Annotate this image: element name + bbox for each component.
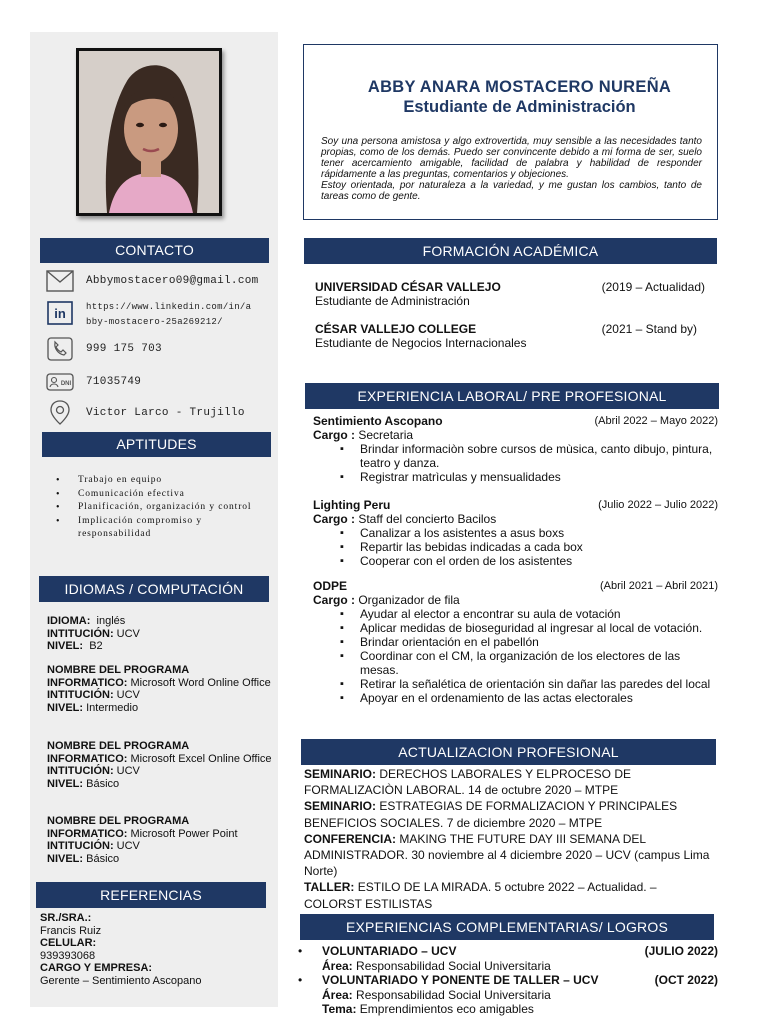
id-card-icon-label: DNI bbox=[60, 381, 72, 387]
job-date: (Abril 2022 – Mayo 2022) bbox=[594, 415, 718, 427]
svg-text:in: in bbox=[54, 306, 66, 321]
list-item bbox=[304, 798, 714, 830]
updates-list bbox=[304, 766, 714, 912]
profile-photo bbox=[76, 48, 222, 216]
job-company: Lighting Peru bbox=[313, 498, 391, 512]
language-value: inglés bbox=[96, 615, 126, 627]
list-item bbox=[304, 831, 714, 880]
list-item bbox=[304, 879, 714, 911]
achievement-date: (JULIO 2022) bbox=[644, 944, 718, 958]
contact-email-row bbox=[46, 268, 276, 294]
id-card-icon bbox=[46, 369, 74, 395]
program-label: NOMBRE DEL PROGRAMA bbox=[47, 664, 190, 676]
job-role: Staff del concierto Bacilos bbox=[358, 512, 497, 526]
list-item: ▪ Coordinar con el CM, la organización de los electores de las mesas. bbox=[360, 649, 718, 677]
achievement-area: Responsabilidad Social Universitaria bbox=[356, 987, 551, 1002]
level-label: NIVEL: bbox=[47, 777, 84, 790]
updates-heading: ACTUALIZACION PROFESIONAL bbox=[301, 739, 716, 765]
institution-label: INTITUCIÓN: bbox=[47, 765, 114, 778]
list-item: • Trabajo en equipo bbox=[52, 474, 272, 488]
list-item: ▪ Aplicar medidas de bioseguridad al ingresar al local de votación. bbox=[360, 621, 718, 635]
program-block-1 bbox=[47, 664, 272, 714]
program-label: NOMBRE DEL PROGRAMA bbox=[47, 740, 190, 752]
full-name: ABBY ANARA MOSTACERO NUREÑA bbox=[367, 78, 672, 96]
education-heading: FORMACIÓN ACADÉMICA bbox=[304, 238, 717, 264]
institution-value: UCV bbox=[116, 765, 140, 778]
education-item bbox=[315, 280, 705, 308]
profile-summary bbox=[321, 136, 702, 202]
list-item: ▪ Repartir las bebidas indicadas a cada box bbox=[360, 540, 718, 554]
achievement-topic: Emprendimientos eco amigables bbox=[359, 1002, 534, 1016]
job-role-label: Cargo : bbox=[313, 428, 355, 442]
contact-heading: CONTACTO bbox=[40, 238, 269, 263]
education-date: (2021 – Stand by) bbox=[601, 322, 697, 336]
program-label-2: INFORMATICO: bbox=[47, 827, 128, 840]
achievements-heading: EXPERIENCIAS COMPLEMENTARIAS/ LOGROS bbox=[300, 914, 714, 940]
linkedin-url-line-2: bby-mostacero-25a269212/ bbox=[86, 317, 223, 327]
program-block-3 bbox=[47, 815, 272, 865]
institution-label: INTITUCIÓN: bbox=[47, 627, 114, 640]
job-date: (Julio 2022 – Julio 2022) bbox=[598, 499, 718, 511]
update-type: SEMINARIO: bbox=[304, 799, 376, 814]
update-text: ESTILO DE LA MIRADA. 5 octubre 2022 – Actualidad. – COLORST ESTILISTAS bbox=[304, 880, 657, 911]
list-item: • Comunicación efectiva bbox=[52, 488, 272, 502]
contact-location: Victor Larco - Trujillo bbox=[86, 407, 245, 419]
list-item: ▪ Apoyar en el ordenamiento de las actas electorales bbox=[360, 691, 718, 705]
update-text: ESTRATEGIAS DE FORMALIZACION Y PRINCIPALES BENEFICIOS SOCIALES. 7 de diciembre 2020 – MTPE bbox=[304, 799, 678, 830]
job-entry bbox=[313, 414, 718, 484]
aptitudes-list bbox=[52, 474, 272, 542]
reference-name: Francis Ruiz bbox=[40, 924, 102, 937]
job-entry bbox=[313, 498, 718, 568]
institution-label: INTITUCIÓN: bbox=[47, 840, 114, 853]
bullet-icon: • bbox=[298, 973, 303, 987]
job-company: Sentimiento Ascopano bbox=[313, 414, 443, 428]
contact-location-row bbox=[46, 400, 276, 426]
email-icon bbox=[46, 268, 74, 294]
program-name: Microsoft Excel Online Office bbox=[130, 752, 272, 765]
contact-email[interactable]: Abbymostacero09@gmail.com bbox=[86, 275, 259, 287]
achievements-list bbox=[298, 944, 718, 1017]
bullet-icon: • bbox=[298, 944, 303, 958]
phone-icon bbox=[46, 336, 74, 362]
summary-paragraph-1: Soy una persona amistosa y algo extrovertida, muy sensible a las necesidades tanto propias, como de los demás. Puedo ser convincente debido a mi forma de ser, suelo tener acercamiento amigable, facilidad de palabra y habilidad de responder rápidamente a las preguntas, comentarios y objeciones. bbox=[321, 136, 702, 180]
job-date: (Abril 2021 – Abril 2021) bbox=[599, 580, 718, 592]
list-item: ▪ Brindar orientación en el pabellón bbox=[360, 635, 718, 649]
update-type: CONFERENCIA: bbox=[304, 831, 396, 846]
list-item bbox=[304, 766, 714, 798]
list-item: ▪ Brindar informaciòn sobre cursos de mùsica, canto dibujo, pintura, teatro y danza. bbox=[360, 442, 718, 470]
education-date: (2019 – Actualidad) bbox=[601, 280, 705, 294]
level-label: NIVEL: bbox=[47, 640, 84, 653]
education-description: Estudiante de Administración bbox=[315, 294, 470, 308]
list-item: ▪ Retirar la señalética de orientación sin dañar las paredes del local bbox=[360, 677, 718, 691]
reference-name-label: SR./SRA.: bbox=[40, 912, 92, 924]
job-entry bbox=[313, 579, 718, 705]
institution-label: INTITUCIÓN: bbox=[47, 689, 114, 702]
education-item bbox=[315, 322, 697, 350]
contact-phone-row bbox=[46, 336, 276, 362]
job-role: Organizador de fila bbox=[358, 593, 460, 607]
list-item: ▪ Cooperar con el orden de los asistentes bbox=[360, 554, 718, 568]
reference-job: Gerente – Sentimiento Ascopano bbox=[40, 974, 202, 987]
experience-heading: EXPERIENCIA LABORAL/ PRE PROFESIONAL bbox=[305, 383, 719, 409]
education-institution: UNIVERSIDAD CÉSAR VALLEJO bbox=[315, 280, 501, 294]
references-heading: REFERENCIAS bbox=[36, 882, 266, 908]
list-item bbox=[298, 944, 718, 973]
reference-job-label: CARGO Y EMPRESA: bbox=[40, 962, 153, 975]
language-label: IDIOMA: bbox=[47, 615, 91, 627]
list-item: ▪ Ayudar al elector a encontrar su aula de votación bbox=[360, 607, 718, 621]
education-description: Estudiante de Negocios Internacionales bbox=[315, 336, 527, 350]
job-company: ODPE bbox=[313, 579, 348, 593]
contact-linkedin[interactable] bbox=[86, 300, 251, 330]
achievement-title: VOLUNTARIADO Y PONENTE DE TALLER – UCV bbox=[322, 973, 599, 987]
languages-heading: IDIOMAS / COMPUTACIÓN bbox=[39, 576, 269, 602]
contact-linkedin-row bbox=[46, 300, 276, 330]
job-role-label: Cargo : bbox=[313, 593, 355, 607]
update-text: DERECHOS LABORALES Y ELPROCESO DE FORMALIZACIÒN LABORAL. 14 de octubre 2020 – MTPE bbox=[304, 767, 631, 798]
institution-value: UCV bbox=[116, 627, 140, 640]
update-text: MAKING THE FUTURE DAY III SEMANA DEL ADMINISTRADOR. 30 noviembre al 4 diciembre 2020 – UCV (campus Lima Norte) bbox=[304, 831, 710, 879]
education-institution: CÉSAR VALLEJO COLLEGE bbox=[315, 322, 477, 336]
job-role-label: Cargo : bbox=[313, 512, 355, 526]
level-label: NIVEL: bbox=[47, 701, 84, 714]
location-pin-icon bbox=[46, 400, 74, 426]
program-name: Microsoft Word Online Office bbox=[130, 676, 271, 689]
level-value: B2 bbox=[89, 640, 103, 653]
level-value: Básico bbox=[86, 852, 120, 865]
program-name: Microsoft Power Point bbox=[130, 827, 238, 840]
reference-phone-label: CELULAR: bbox=[40, 937, 97, 950]
achievement-area: Responsabilidad Social Universitaria bbox=[356, 958, 551, 973]
level-label: NIVEL: bbox=[47, 852, 84, 865]
list-item: ▪ Canalizar a los asistentes a asus boxs bbox=[360, 526, 718, 540]
linkedin-url-line-1: https://www.linkedin.com/in/a bbox=[86, 302, 252, 312]
level-value: Básico bbox=[86, 777, 120, 790]
institution-value: UCV bbox=[116, 840, 140, 853]
achievement-topic-label: Tema: bbox=[322, 1002, 357, 1016]
update-type: SEMINARIO: bbox=[304, 767, 376, 781]
program-label-2: INFORMATICO: bbox=[47, 752, 128, 765]
contact-dni-row bbox=[46, 369, 276, 395]
achievement-title: VOLUNTARIADO – UCV bbox=[322, 944, 457, 958]
list-item: • Planificación, organización y control bbox=[52, 501, 272, 515]
achievement-area-label: Área: bbox=[322, 987, 353, 1002]
language-block bbox=[47, 615, 272, 653]
reference-phone: 939393068 bbox=[40, 949, 96, 962]
program-block-2 bbox=[47, 740, 272, 790]
list-item bbox=[298, 973, 718, 1017]
update-type: TALLER: bbox=[304, 880, 355, 895]
references-block bbox=[40, 912, 265, 988]
program-label-2: INFORMATICO: bbox=[47, 676, 128, 689]
level-value: Intermedio bbox=[86, 701, 139, 714]
contact-phone[interactable]: 999 175 703 bbox=[86, 343, 162, 355]
list-item: • Implicación compromiso y responsabilidad bbox=[52, 515, 272, 542]
job-title: Estudiante de Administración bbox=[403, 98, 636, 116]
summary-paragraph-2: Estoy orientada, por naturaleza a la variedad, y me gustan los cambios, tanto de tareas como de gente. bbox=[321, 180, 702, 202]
achievement-date: (OCT 2022) bbox=[654, 973, 718, 987]
program-label: NOMBRE DEL PROGRAMA bbox=[47, 815, 190, 827]
institution-value: UCV bbox=[116, 689, 140, 702]
list-item: ▪ Registrar matrìculas y mensualidades bbox=[360, 470, 718, 484]
job-role: Secretaria bbox=[358, 428, 414, 442]
aptitudes-heading: APTITUDES bbox=[42, 432, 271, 457]
achievement-area-label: Área: bbox=[322, 958, 353, 973]
contact-dni: 71035749 bbox=[86, 376, 142, 388]
linkedin-icon bbox=[46, 300, 74, 326]
